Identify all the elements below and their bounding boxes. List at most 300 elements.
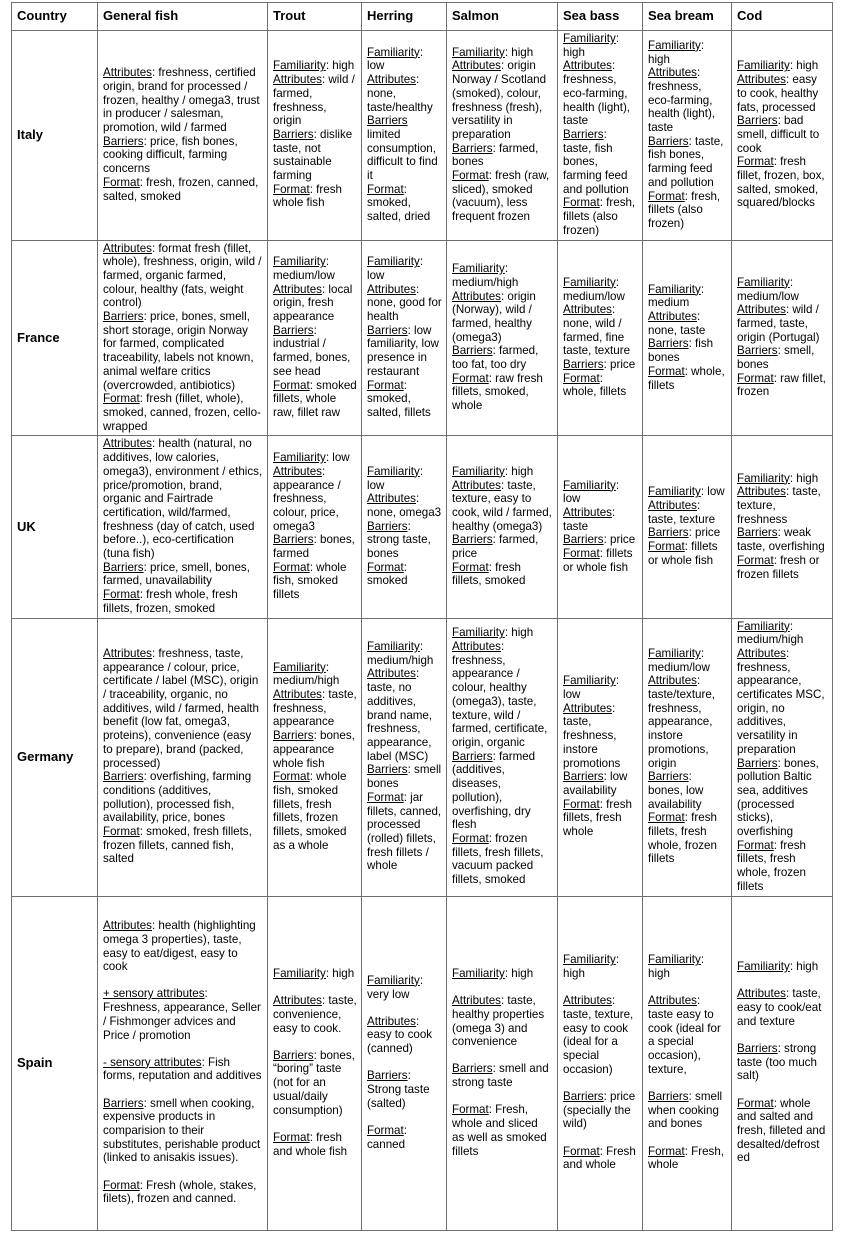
cell-sea-bream [643,31,732,241]
field-label: Format [367,378,404,392]
cell-paragraph [737,303,828,344]
field-label: Barriers [367,1069,408,1083]
cell-paragraph [452,967,553,981]
field-label: Barriers [103,310,144,324]
cell-paragraph [648,1090,727,1131]
field-label: Format [648,811,685,825]
field-text: : Fresh, whole [648,1144,725,1172]
field-text: : fresh fillets, fresh whole, frozen fillets [648,811,717,866]
field-label: Format [103,825,140,839]
cell-general-fish [98,31,268,241]
field-label: Format [273,560,310,574]
cell-paragraph [103,66,263,135]
cell-paragraph [452,626,553,640]
cell-paragraph [648,540,727,567]
field-label: Familiarity [563,674,616,688]
field-text: : price (specially the wild) [563,1089,636,1131]
cell-cod [732,240,833,436]
field-label: Familiarity [273,660,326,674]
cell-paragraph [103,1056,263,1083]
field-label: Familiarity [563,275,616,289]
field-text: : none, omega3 [367,492,442,519]
field-text: : low [367,464,424,492]
field-text: : high [504,45,534,59]
field-label: Barriers [648,770,689,784]
cell-paragraph [648,770,727,811]
cell-paragraph [737,1097,828,1166]
field-text: : fresh (raw, sliced), smoked (vacuum), less frequent frozen [452,169,550,224]
cell-paragraph [452,59,553,141]
cell-paragraph [452,1062,553,1089]
field-text: : taste, easy to cook/eat and texture [737,987,822,1028]
field-label: Attributes [273,464,322,478]
country-cell: Spain [12,896,98,1230]
field-label: Attributes [273,994,322,1008]
cell-paragraph [452,290,553,345]
cell-paragraph [737,620,828,647]
field-text: : raw fresh fillets, smoked, whole [452,371,543,413]
field-label: Familiarity [648,38,701,52]
field-label: Attributes [367,492,416,506]
field-label: Format [103,175,140,189]
field-text: : medium/high [737,619,804,647]
cell-paragraph [563,994,638,1076]
fish-attributes-table [11,2,833,1231]
cell-general-fish [98,618,268,896]
field-label: Attributes [103,66,152,80]
field-label: Format [737,553,774,567]
field-text: : Freshness, appearance, Seller / Fishmonger advices and Price / promotion [103,987,261,1042]
field-text: : freshness, appearance, certificates MSC, origin, no additives, versatility in preparation [737,646,825,756]
cell-paragraph [452,142,553,169]
field-text: : weak taste, overfishing [737,526,825,554]
cell-paragraph [273,255,357,282]
field-text: : wild / farmed, taste, origin (Portugal) [737,303,820,344]
field-label: Format [103,1178,140,1192]
cell-paragraph [737,472,828,486]
field-label: Attributes [648,994,697,1008]
field-text: : medium/low [648,646,710,674]
cell-trout [268,618,362,896]
field-text: : price [603,533,636,547]
field-text: : taste, no additives, brand name, freshness, appearance, label (MSC) [367,667,433,763]
field-label: Barriers [737,526,778,540]
field-text: : medium/low [737,275,799,303]
cell-paragraph [737,155,828,210]
field-label: Format [452,560,489,574]
field-label: Format [367,182,404,196]
cell-paragraph [737,276,828,303]
field-text: : taste easy to cook (ideal for a special occasion), texture, [648,994,721,1076]
field-text: : whole fish, smoked fillets, fresh fillets, frozen fillets, smoked as a whole [273,770,347,852]
header-sea-bass: Sea bass [558,3,643,31]
header-cod: Cod [732,3,833,31]
cell-sea-bass [558,618,643,896]
field-text: : medium/low [563,275,625,303]
header-herring: Herring [362,3,447,31]
field-label: Format [563,371,600,385]
field-label: Format [737,155,774,169]
cell-paragraph [648,499,727,526]
field-text: : farmed, price [452,533,539,561]
cell-paragraph [648,1145,727,1172]
field-label: Format [273,1130,310,1144]
cell-cod [732,31,833,241]
country-cell: UK [12,436,98,618]
field-text: : none, taste/healthy [367,73,433,114]
field-label: Attributes [367,1014,416,1028]
field-label: Barriers [273,1048,314,1062]
cell-paragraph [273,1131,357,1158]
field-label: Attributes [367,282,416,296]
field-label: Familiarity [452,464,505,478]
cell-sea-bream [643,618,732,896]
field-label: Format [737,371,774,385]
cell-paragraph [737,839,828,894]
cell-paragraph [273,1049,357,1118]
field-text: : none, taste [648,310,706,337]
cell-paragraph [563,128,638,197]
field-text: : jar fillets, canned, processed (rolled) fillets, fresh fillets / whole [367,790,442,873]
cell-paragraph [452,832,553,887]
field-label: Barriers [273,323,314,337]
field-text: : taste, fish bones, farming feed and pollution [563,127,629,196]
field-label: Barriers [737,1041,778,1055]
cell-paragraph [563,32,638,59]
cell-paragraph [563,770,638,797]
cell-paragraph [367,763,442,790]
field-label: Familiarity [452,45,505,59]
cell-paragraph [273,324,357,379]
field-text: : smoked, salted, fillets [367,378,431,419]
field-label: Format [452,831,489,845]
field-text: : easy to cook (canned) [367,1014,433,1056]
field-text: : bones, “boring” taste (not for an usual/daily consumption) [273,1048,355,1117]
cell-paragraph [103,437,263,560]
cell-herring [362,436,447,618]
field-label: Attributes [648,499,697,513]
cell-paragraph [737,960,828,974]
cell-paragraph [563,276,638,303]
field-label: Familiarity [737,960,790,974]
cell-paragraph [367,667,442,763]
field-text: : canned [367,1123,407,1151]
cell-cod [732,896,833,1230]
field-text: : taste, texture, easy to cook (ideal for a special occasion) [563,994,634,1076]
cell-paragraph [737,526,828,553]
cell-paragraph [273,379,357,420]
cell-trout [268,896,362,1230]
cell-paragraph [103,588,263,615]
field-text: : fresh fillet, frozen, box, salted, smoked, squared/blocks [737,155,825,210]
cell-paragraph [648,811,727,866]
cell-paragraph [737,372,828,399]
field-text: limited consumption, difficult to find it [367,127,438,183]
field-text: : high [504,464,534,478]
cell-paragraph [367,46,442,73]
field-label: Format [103,392,140,406]
field-text: : smell when cooking, expensive products in comparision to their substitutes, perishable product (linked to anisakis issues). [103,1096,261,1165]
cell-paragraph [367,379,442,420]
field-text: : price [603,358,636,372]
cell-paragraph [563,1145,638,1172]
field-label: Barriers [367,519,408,533]
cell-trout [268,436,362,618]
cell-paragraph [452,169,553,224]
field-text: : Fresh and whole [563,1144,636,1172]
table-row [12,896,833,1230]
cell-paragraph [367,1069,442,1110]
field-label: Format [737,1096,774,1110]
field-label: Familiarity [648,485,701,499]
cell-paragraph [563,479,638,506]
cell-paragraph [273,561,357,602]
cell-paragraph [452,372,553,413]
cell-paragraph [273,128,357,183]
field-text: : taste, texture, freshness [737,485,821,526]
field-text: : high [325,59,355,73]
field-text: : origin (Norway), wild / farmed, healthy (omega3) [452,289,536,344]
field-label: Attributes [452,59,501,73]
field-text: : appearance / freshness, colour, price, omega3 [273,464,341,533]
cell-paragraph [737,485,828,526]
field-text: : Strong taste (salted) [367,1069,430,1110]
cell-paragraph [648,39,727,66]
field-label: Attributes [737,987,786,1001]
field-text: : freshness, taste, appearance / colour, price, certificate / label (MSC), origin / traceability, organic, no additives, wild / farmed, health benefit (low fat, omega3, proteins), convenience (easy to prepare), brand (packed, processed) [103,646,259,770]
field-label: Attributes [367,667,416,681]
cell-paragraph [367,561,442,588]
field-text: : smell when cooking and bones [648,1089,723,1131]
field-label: Barriers [452,749,493,763]
field-text: : fresh fillets, fresh whole, frozen fillets [737,838,806,893]
cell-herring [362,896,447,1230]
field-text: : smoked, fresh fillets, frozen fillets, canned fish, salted [103,825,252,866]
field-text: : wild / farmed, freshness, origin [273,73,355,128]
field-label: Attributes [103,241,152,255]
field-text: : fresh, frozen, canned, salted, smoked [103,175,259,203]
cell-paragraph [367,520,442,561]
cell-paragraph [273,73,357,128]
field-text: : low [563,478,620,506]
field-label: Attributes [367,73,416,87]
table-row [12,436,833,618]
cell-paragraph [737,987,828,1028]
field-text: : high [648,38,705,66]
cell-paragraph [737,59,828,73]
field-text: : fresh, fillets (also frozen) [648,189,721,230]
field-text: : Fish forms, reputation and additives [103,1055,262,1083]
field-label: Attributes [737,303,786,317]
field-text: : taste, freshness, appearance [273,688,357,729]
cell-paragraph [452,640,553,750]
field-label: Attributes [273,282,322,296]
field-text: : high [504,966,534,980]
field-label: Barriers [103,1096,144,1110]
cell-sea-bass [558,240,643,436]
field-text: : freshness, appearance / colour, healthy (omega3), taste, texture, wild / farmed, certificate, origin, organic [452,640,548,749]
table-body [12,31,833,1231]
cell-paragraph [563,798,638,839]
field-label: Familiarity [737,59,790,73]
cell-paragraph [563,1090,638,1131]
table-row [12,31,833,241]
cell-paragraph [103,987,263,1042]
field-label: Attributes [648,66,697,80]
field-text: : none, good for health [367,282,442,324]
field-text: : high [789,59,819,73]
header-trout: Trout [268,3,362,31]
field-text: : very low [367,973,424,1001]
field-label: Attributes [648,310,697,324]
cell-herring [362,240,447,436]
cell-paragraph [103,176,263,203]
field-text: : price, fish bones, cooking difficult, farming concerns [103,134,238,176]
field-text: : fresh, fillets (also frozen) [563,196,636,237]
table-row [12,240,833,436]
field-label: Barriers [452,344,493,358]
field-label: Barriers [452,141,493,155]
cell-cod [732,436,833,618]
field-text: : low [367,255,424,282]
field-text: : medium/high [452,262,519,289]
cell-paragraph [648,365,727,392]
field-text: : strong taste (too much salt) [737,1041,817,1083]
cell-paragraph [367,324,442,379]
field-label: Barriers [648,526,689,540]
cell-paragraph [273,967,357,981]
field-text: : raw fillet, frozen [737,371,826,399]
field-label: Familiarity [563,953,616,967]
cell-paragraph [563,506,638,533]
field-label: Familiarity [273,255,326,269]
field-text: : fillets or whole fish [563,547,633,574]
field-label: Format [273,182,310,196]
field-label: Attributes [648,674,697,688]
cell-sea-bream [643,436,732,618]
field-label: Barriers [737,344,778,358]
field-text: : health (natural, no additives, low calories, omega3), environment / ethics, price/promotion, brand, organic and Fairtrade certification, wild/farmed, freshness (day of catch, used before..), eco-certification (tuna fish) [103,437,263,561]
field-text: : high [789,471,819,485]
field-text: : fresh or frozen fillets [737,553,820,581]
cell-paragraph [367,640,442,667]
cell-paragraph [737,757,828,839]
field-label: Format [367,560,404,574]
field-label: Attributes [452,640,501,654]
field-label: Attributes [563,701,612,715]
cell-paragraph [103,1179,263,1206]
field-label: Barriers [563,1089,604,1103]
field-text: : easy to cook, healthy fats, processed [737,73,819,114]
field-text: : low familiarity, low presence in restaurant [367,323,439,378]
field-label: Barriers [563,358,604,372]
field-text: : bad smell, difficult to cook [737,114,820,155]
field-label: + sensory attributes [103,987,205,1001]
field-label: Attributes [563,505,612,519]
cell-paragraph [452,750,553,832]
cell-paragraph [273,183,357,210]
field-label: Attributes [273,73,322,87]
field-text: : Fresh (whole, stakes, filets), frozen and canned. [103,1178,257,1206]
field-label: Format [273,378,310,392]
cell-paragraph [452,533,553,560]
cell-salmon [447,240,558,436]
field-label: Barriers [273,127,314,141]
field-label: Attributes [563,303,612,317]
cell-sea-bream [643,240,732,436]
field-label: Attributes [103,646,152,660]
field-label: Barriers [563,127,604,141]
field-text: : taste, texture [648,499,716,526]
field-label: Barriers [367,323,408,337]
field-label: Barriers [273,533,314,547]
field-text: : fish bones [648,337,714,365]
field-label: Familiarity [737,471,790,485]
cell-paragraph [563,702,638,771]
field-label: Familiarity [367,973,420,987]
field-label: Familiarity [273,966,326,980]
field-text: : fresh (fillet, whole), smoked, canned, frozen, cello-wrapped [103,392,261,433]
field-text: : high [325,966,355,980]
table-row [12,618,833,896]
field-text: : whole, fillets [648,364,725,392]
field-text: : fillets or whole fish [648,540,718,567]
field-label: Format [452,371,489,385]
field-text: : high [563,953,620,980]
cell-paragraph [273,465,357,534]
field-text: : medium [648,282,705,310]
field-text: : smoked, salted, dried [367,182,431,224]
field-label: Barriers [103,770,144,784]
cell-paragraph [563,547,638,574]
cell-paragraph [103,310,263,392]
field-label: Format [452,169,489,183]
field-text: : medium/low [273,255,335,282]
cell-paragraph [648,283,727,310]
field-text: : freshness, eco-farming, health (light), taste [648,66,716,135]
header-sea-bream: Sea bream [643,3,732,31]
cell-paragraph [452,465,553,479]
cell-paragraph [452,994,553,1049]
field-text: : low [700,485,725,499]
field-label: Format [563,1144,600,1158]
field-text: : smoked [367,560,408,588]
field-text: : taste, healthy properties (omega 3) and convenience [452,994,545,1049]
cell-paragraph [737,554,828,581]
cell-paragraph [367,492,442,519]
cell-paragraph [103,1097,263,1166]
country-cell: Italy [12,31,98,241]
field-label: Attributes [737,646,786,660]
cell-paragraph [737,114,828,155]
field-text: : taste, freshness, instore promotions [563,701,621,770]
field-label: Format [103,588,140,602]
cell-paragraph [367,1124,442,1151]
cell-paragraph [367,183,442,224]
cell-paragraph [648,66,727,135]
cell-paragraph [452,479,553,534]
field-text: : farmed, bones [452,141,539,169]
field-label: Barriers [452,533,493,547]
field-text: : fresh whole fish [273,182,342,210]
cell-paragraph [103,825,263,866]
field-text: : smoked fillets, whole raw, fillet raw [273,378,357,419]
field-text: : format fresh (fillet, whole), freshness, origin, wild / farmed, organic farmed, colour, healthy (fats, weight control) [103,241,262,310]
field-text: : smell bones [367,763,442,791]
field-label: Familiarity [367,255,420,269]
field-text: : overfishing, farming conditions (additives, pollution), processed fish, availability, price, bones [103,770,252,825]
cell-paragraph [103,770,263,825]
